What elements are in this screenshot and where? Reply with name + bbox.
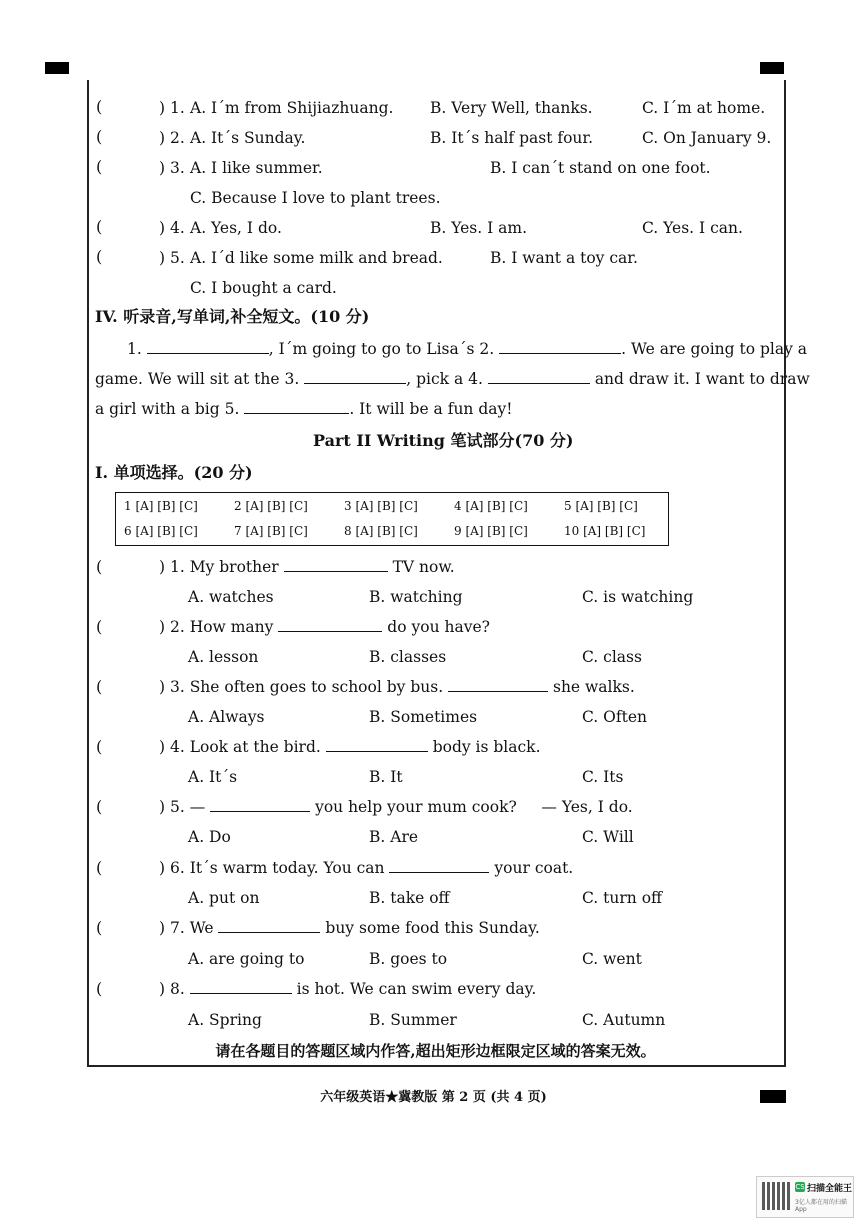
grid-cell[interactable]: 8 [A] [B] [C] — [344, 524, 418, 538]
option-a: A. Do — [188, 828, 231, 846]
blank-3[interactable] — [304, 369, 406, 384]
option-a: A. Yes, I do. — [190, 219, 282, 237]
option-b: B. It´s half past four. — [430, 129, 594, 147]
cloze-line-1: 1. , I´m going to go to Lisa´s 2. . We are going to play a — [127, 340, 808, 358]
question-stem: ) 2. How many do you have? — [159, 618, 490, 636]
question-blank[interactable] — [218, 918, 320, 933]
option-b: B. Summer — [369, 1011, 457, 1029]
paren-open: ( — [96, 677, 103, 696]
qr-code-icon — [762, 1182, 790, 1210]
option-a: A. are going to — [188, 950, 305, 968]
option-a: A. It´s — [188, 768, 238, 786]
question-blank[interactable] — [190, 979, 292, 994]
question-stem: ) 8. is hot. We can swim every day. — [159, 980, 537, 998]
option-a: A. Always — [188, 708, 265, 726]
paren-open: ( — [96, 247, 103, 266]
option-c: C. Often — [582, 708, 647, 726]
option-c: C. Because I love to plant trees. — [190, 189, 441, 207]
option-a: A. Spring — [188, 1011, 262, 1029]
paren-open: ( — [96, 97, 103, 116]
grid-cell[interactable]: 1 [A] [B] [C] — [124, 499, 198, 513]
paren-open: ( — [96, 737, 103, 756]
paren-open: ( — [96, 617, 103, 636]
option-b: B. Yes. I am. — [430, 219, 528, 237]
option-c: C. I bought a card. — [190, 279, 337, 297]
option-b: B. classes — [369, 648, 447, 666]
question-blank[interactable] — [278, 617, 382, 632]
question-stem: ) 1. My brother TV now. — [159, 558, 455, 576]
option-b: B. Are — [369, 828, 419, 846]
question-blank[interactable] — [448, 677, 548, 692]
grid-cell[interactable]: 4 [A] [B] [C] — [454, 499, 528, 513]
option-b: B. Sometimes — [369, 708, 478, 726]
item-number: ) 1. — [159, 99, 185, 117]
blank-4[interactable] — [488, 369, 590, 384]
cloze-line-2: game. We will sit at the 3. , pick a 4. and draw it. I want to draw — [95, 370, 810, 388]
question-stem: ) 3. She often goes to school by bus. she walks. — [159, 678, 635, 696]
option-c: C. Its — [582, 768, 624, 786]
grid-cell[interactable]: 5 [A] [B] [C] — [564, 499, 638, 513]
grid-cell[interactable]: 3 [A] [B] [C] — [344, 499, 418, 513]
option-c: C. On January 9. — [642, 129, 772, 147]
option-c: C. is watching — [582, 588, 694, 606]
paren-open: ( — [96, 858, 103, 877]
question-stem: ) 4. Look at the bird. body is black. — [159, 738, 541, 756]
paren-open: ( — [96, 918, 103, 937]
paren-open: ( — [96, 217, 103, 236]
blank-2[interactable] — [499, 339, 621, 354]
camscanner-icon: CS — [795, 1183, 805, 1191]
question-blank[interactable] — [284, 557, 388, 572]
answer-grid — [115, 492, 669, 546]
option-c: C. turn off — [582, 889, 663, 907]
option-b: B. watching — [369, 588, 463, 606]
question-blank[interactable] — [326, 737, 428, 752]
option-c: C. I´m at home. — [642, 99, 766, 117]
option-b: B. take off — [369, 889, 450, 907]
paren-open: ( — [96, 979, 103, 998]
option-a: A. I´m from Shijiazhuang. — [190, 99, 394, 117]
cloze-line-3: a girl with a big 5. . It will be a fun day! — [95, 400, 513, 418]
registration-mark-top-left — [45, 62, 69, 74]
option-a: A. put on — [188, 889, 260, 907]
option-b: B. Very Well, thanks. — [430, 99, 593, 117]
item-number: ) 3. — [159, 159, 185, 177]
paren-open: ( — [96, 157, 103, 176]
option-a: A. I´d like some milk and bread. — [190, 249, 443, 267]
grid-cell[interactable]: 7 [A] [B] [C] — [234, 524, 308, 538]
option-b: B. goes to — [369, 950, 448, 968]
question-blank[interactable] — [210, 797, 310, 812]
option-b: B. I can´t stand on one foot. — [490, 159, 711, 177]
part2-title: Part II Writing 笔试部分(70 分) — [313, 431, 574, 450]
question-stem: ) 7. We buy some food this Sunday. — [159, 919, 540, 937]
paren-open: ( — [96, 557, 103, 576]
section1-heading: I. 单项选择。(20 分) — [95, 463, 253, 482]
blank-5[interactable] — [244, 399, 349, 414]
grid-cell[interactable]: 9 [A] [B] [C] — [454, 524, 528, 538]
option-c: C. class — [582, 648, 642, 666]
grid-cell[interactable]: 2 [A] [B] [C] — [234, 499, 308, 513]
question-blank[interactable] — [389, 858, 489, 873]
paren-open: ( — [96, 797, 103, 816]
page-footer: 六年级英语★冀教版 第 2 页 (共 4 页) — [320, 1090, 547, 1105]
grid-cell[interactable]: 6 [A] [B] [C] — [124, 524, 198, 538]
option-b: B. I want a toy car. — [490, 249, 638, 267]
question-stem: ) 5. — you help your mum cook? — Yes, I do. — [159, 798, 633, 816]
logo-name: 扫描全能王 — [807, 1184, 853, 1194]
option-c: C. Will — [582, 828, 634, 846]
grid-cell[interactable]: 10 [A] [B] [C] — [564, 524, 646, 538]
option-a: A. lesson — [188, 648, 259, 666]
section4-heading: IV. 听录音,写单词,补全短文。(10 分) — [95, 307, 370, 326]
scanner-watermark — [756, 1176, 854, 1218]
item-number: ) 2. — [159, 129, 185, 147]
paren-open: ( — [96, 127, 103, 146]
option-a: A. watches — [188, 588, 274, 606]
option-a: A. I like summer. — [190, 159, 323, 177]
option-c: C. Yes. I can. — [642, 219, 743, 237]
answer-area-notice: 请在各题目的答题区域内作答,超出矩形边框限定区域的答案无效。 — [215, 1042, 656, 1060]
option-b: B. It — [369, 768, 403, 786]
question-stem: ) 6. It´s warm today. You can your coat. — [159, 859, 574, 877]
option-c: C. Autumn — [582, 1011, 666, 1029]
item-number: ) 5. — [159, 249, 185, 267]
logo-tagline: 3亿人都在用的扫描App — [795, 1199, 847, 1213]
item-number: ) 4. — [159, 219, 185, 237]
blank-1[interactable] — [147, 339, 269, 354]
registration-mark-top-right — [760, 62, 784, 74]
option-c: C. went — [582, 950, 642, 968]
option-a: A. It´s Sunday. — [190, 129, 306, 147]
